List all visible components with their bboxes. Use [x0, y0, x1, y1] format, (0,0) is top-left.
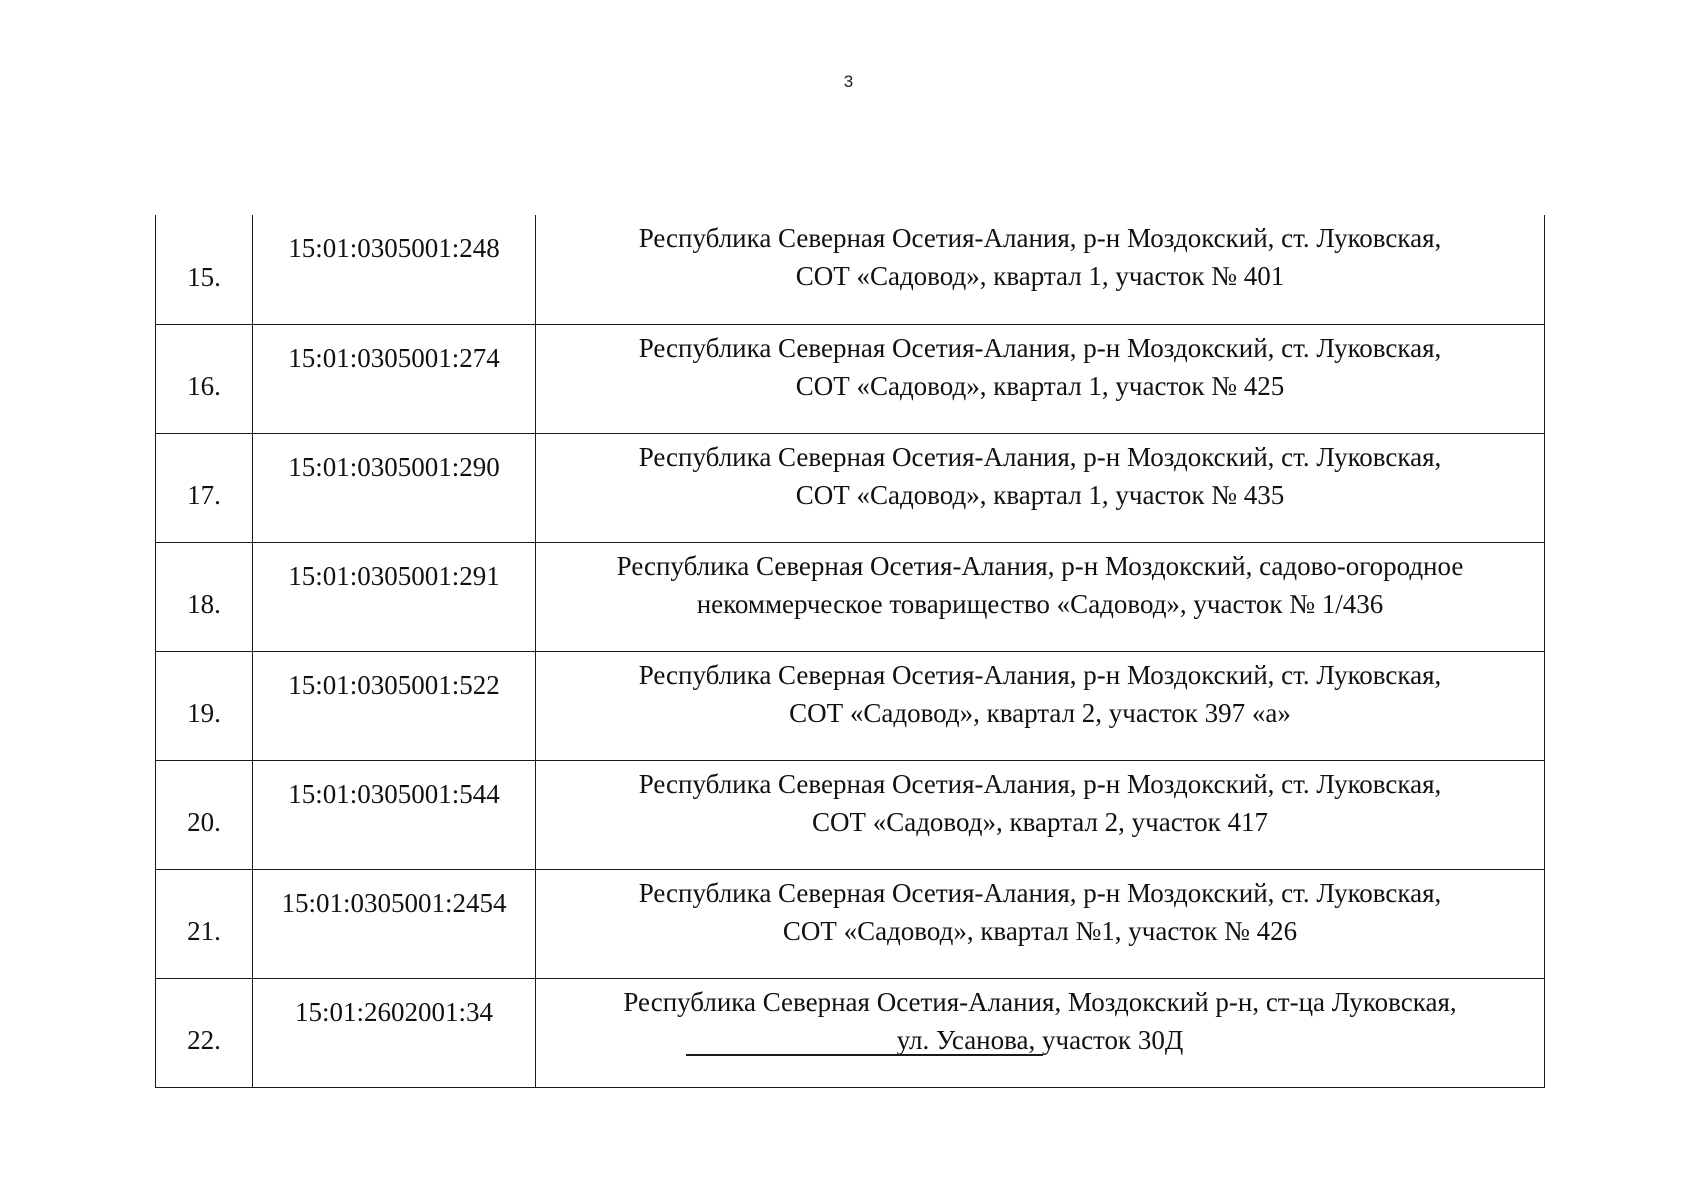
row-number: 17.: [156, 434, 253, 543]
address-cell: [536, 652, 1545, 761]
end-of-document-rule: [686, 1054, 1043, 1056]
address-cell: [536, 325, 1545, 434]
address-line: Республика Северная Осетия-Алания, р-н Моздокский, ст. Луковская,: [638, 333, 1442, 363]
cadastral-number: 15:01:0305001:290: [253, 434, 536, 543]
table-row: [156, 870, 1545, 979]
row-number: 16.: [156, 325, 253, 434]
row-number: 20.: [156, 761, 253, 870]
address-line: СОТ «Садовод», квартал 1, участок № 435: [795, 480, 1285, 510]
page-number: 3: [843, 72, 854, 91]
address-line: СОТ «Садовод», квартал 1, участок № 401: [795, 261, 1285, 291]
row-number: 19.: [156, 652, 253, 761]
cadastral-number: 15:01:0305001:274: [253, 325, 536, 434]
address-cell: [536, 979, 1545, 1088]
table-row: [156, 761, 1545, 870]
row-number: 18.: [156, 543, 253, 652]
table-row: [156, 979, 1545, 1088]
address-cell: [536, 215, 1545, 325]
row-number: 22.: [156, 979, 253, 1088]
cadastral-number: 15:01:0305001:2454: [253, 870, 536, 979]
address-line: Республика Северная Осетия-Алания, р-н Моздокский, ст. Луковская,: [638, 223, 1442, 253]
table-row: [156, 434, 1545, 543]
address-cell: [536, 870, 1545, 979]
address-line: ул. Усанова, участок 30Д: [896, 1025, 1184, 1055]
address-line: Республика Северная Осетия-Алания, р-н Моздокский, ст. Луковская,: [638, 878, 1442, 908]
address-line: Республика Северная Осетия-Алания, р-н Моздокский, садово-огородное: [616, 551, 1464, 581]
address-cell: [536, 543, 1545, 652]
table-row: [156, 325, 1545, 434]
address-line: СОТ «Садовод», квартал 1, участок № 425: [795, 371, 1285, 401]
address-line: Республика Северная Осетия-Алания, Моздокский р-н, ст-ца Луковская,: [623, 987, 1457, 1017]
table-row: [156, 215, 1545, 325]
address-cell: [536, 434, 1545, 543]
address-line: СОТ «Садовод», квартал №1, участок № 426: [782, 916, 1298, 946]
table-row: [156, 652, 1545, 761]
address-line: СОТ «Садовод», квартал 2, участок 417: [811, 807, 1269, 837]
cadastral-number: 15:01:0305001:522: [253, 652, 536, 761]
parcel-table: [155, 215, 1545, 1088]
address-line: Республика Северная Осетия-Алания, р-н Моздокский, ст. Луковская,: [638, 442, 1442, 472]
address-line: СОТ «Садовод», квартал 2, участок 397 «а»: [789, 698, 1291, 728]
address-line: Республика Северная Осетия-Алания, р-н Моздокский, ст. Луковская,: [638, 769, 1442, 799]
cadastral-number: 15:01:0305001:248: [253, 215, 536, 325]
cadastral-number: 15:01:0305001:544: [253, 761, 536, 870]
address-cell: [536, 761, 1545, 870]
cadastral-number: 15:01:2602001:34: [253, 979, 536, 1088]
table-row: [156, 543, 1545, 652]
address-line: Республика Северная Осетия-Алания, р-н Моздокский, ст. Луковская,: [638, 660, 1442, 690]
row-number: 15.: [156, 215, 253, 325]
row-number: 21.: [156, 870, 253, 979]
cadastral-number: 15:01:0305001:291: [253, 543, 536, 652]
address-line: некоммерческое товарищество «Садовод», участок № 1/436: [696, 589, 1384, 619]
